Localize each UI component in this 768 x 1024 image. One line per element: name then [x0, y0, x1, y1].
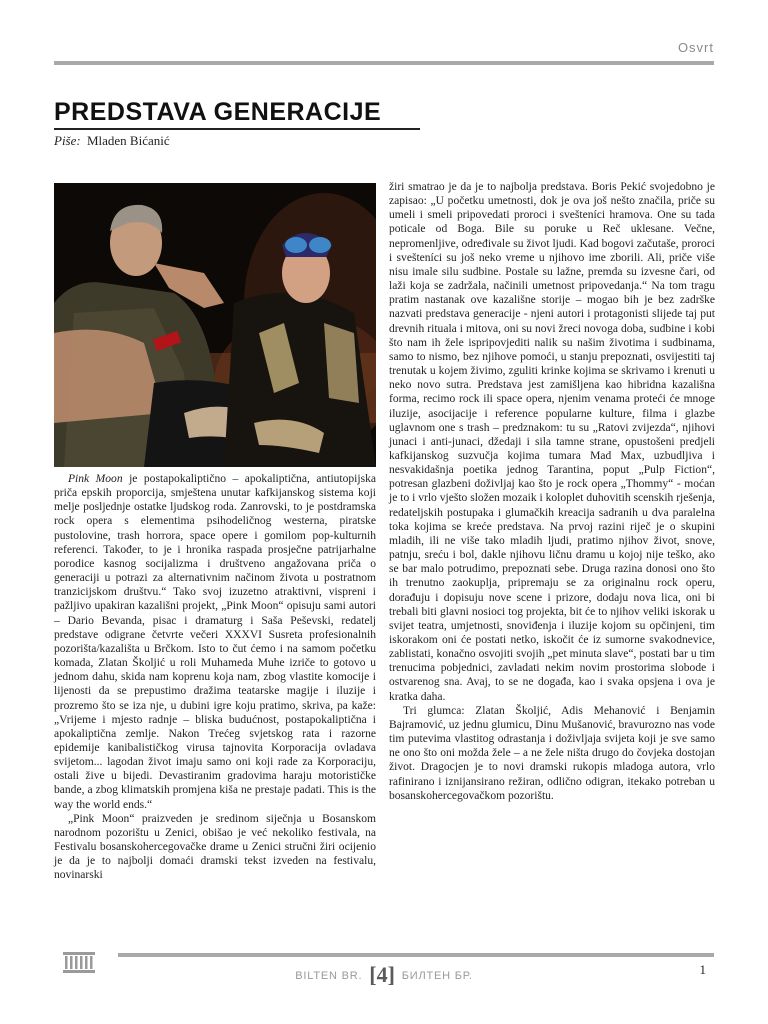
section-label: Osvrt	[677, 40, 714, 55]
paragraph: Tri glumca: Zlatan Školjić, Adis Mehanović i Benjamin Bajramović, uz jednu glumicu, Dinu Mušanović, bravurozno nas vode tim putevima vlastitog odrastanja i doživljaja svijeta koji je sve samo ne ono što oni možda žele – a ne žele ništa drugo do čovjeka dostojan život. Dragocjen je to novi dramski rukopis mladoga autora, vrlo rafinirano i iznijansirano režiran, odlično odigran, itekako potreban u bosanskohercegovačkom pozorištu.	[389, 704, 715, 802]
footer-rule	[118, 953, 714, 957]
footer-label-cyrillic: БИЛТЕН БР.	[401, 970, 473, 982]
title-underline	[54, 128, 420, 130]
byline-label: Piše:	[54, 133, 81, 148]
article-column-right	[389, 180, 715, 803]
header-rule	[54, 61, 714, 65]
page-number: 1	[699, 962, 706, 977]
byline-author: Mladen Bićanić	[86, 133, 170, 148]
paragraph	[54, 472, 376, 812]
footer-label-latin: BILTEN BR.	[295, 970, 363, 982]
paragraph-text: je postapokaliptično – apokaliptična, antiutopijska priča epskih proporcija, smještena unutar kafkijanskog sistema koji melje posljednje ostatke ljudskog roda. Zanrovski, to je postdramska rock opera s elementima psihodeličnog westerna, piratske pustolovine, trash horrora, space opere i gomilom pop-kulturnih referenci. Također, to je i hronika raspada prosječne patrijarhalne porodice kasnog socijalizma i društveno angažovana priča o generaciji u potrazi za alternativnim načinom života u postratnom tranzicijskom društvu.“ Tako svoj izuzetno atraktivni, vispreni i pažljivo upakiran kazališni projekt, „Pink Moon“ opisuju sami autori – Dario Bevanda, pisac i dramaturg i Saša Peševski, redatelj predstave odigrane četvrte večeri XXXVI Susreta profesionalnih pozorišta/kazališta u Brčkom. Isto to čut ćemo i na samom početku komada, Zlatan Školjić u roli Muhameda Muhe izriče to gotovo u jednom dahu, skida nam koprenu koja nam, zbog vlastite komocije i lijenosti da se prepustimo dražima teatarske magije i iluzije i prozremo što se iza nje, u dubini igre koju pratimo, skriva, pa kaže: „Vrijeme i mjesto radnje – bliska budućnost, postapokaliptična i apokaliptična zemlje. Nakon Trećeg svjetskog rata i razorne epidemije kanibalističkog virusa tajnovita Korporacija ovladava svijetom... lagodan život imaju samo oni koji rade za Korporaciju, ostali žive u bijedi. Devastiranim gradovima haraju motorističke bande, a zbog klimatskih promjena kiša ne prestaje padati. This is the way the world ends.“	[54, 473, 376, 811]
play-title: Pink Moon	[68, 473, 123, 485]
footer-bulletin	[0, 959, 768, 985]
article-column-left	[54, 472, 376, 883]
paragraph: žiri smatrao je da je to najbolja predstava. Boris Pekić svojedobno je zapisao: „U početku umetnosti, dok je ova još nešto značila, priče su umeli i smeli pripovedati proroci i svešteníci hramova. One su tada poticale od Boga. Bile su poruke u Reč uklesane. Večne, nepromenljive, određivale su život ljudi. Kad bogovi začutaše, proroci i svešteníci su još neko vreme u njihovo ime zborili. Ali, priče više nisu imale silu sudbine. Postale su lažne, premda su izvesne čari, od laži koja se zadržala, načinili umetnost pripovedanja.“ Na tom tragu pratim nastanak ove kazališne storije – mogao bih je bez zadrške nazvati predstava generacije - njeni autori i protagonisti slijede taj put drevnih rituala i mitova, oni su novi žreci novoga doba, sudbine i kobi što nam ih žele ispripovjediti nalik su našim životima i sudbinama, samo to nismo, bez njihove pomoći, u stanju prepoznati, osvijestiti taj trenutak u kojem živimo, zguliti krinke kojima se skrivamo i krenuti u neko novo sutra. Predstava jest zamišljena kao hibridna kazališna forma, recimo rock ili space opera, njenim venama proteći će mnoge iluzije, asocijacije i reference popularne kulture, filma i glazbe uglavnom one s trash – predznakom: tu su „Ratovi zvijezda“, njihovi junaci i anti-junaci, džedaji i sila tamne strane, opustošeni predjeli kafkijanskog suzvučja kojima tumara Mad Max, uzbudljiva i nesvakidašnja poetika jednog Tarantina, poput „Pulp Fiction“, potresan glazbeni doživljaj kao što je rock opera „Thommy“ - moćan je to i vrlo vješto složen mozaik i koloplet duhovitih scenskih rješenja, redateljskih postupaka i glumačkih kreacija sadranih u dva paralelna toka kojima se kreće predstava. Na prvoj razini riječ je o skupini mladih, ili ne više tako mladih ljudi, pratimo njihov život, snove, patnju, sreću i bol, dakle njihovu ličnu dramu u kojoj nije teško, ako se bar malo potrudimo, prepoznati sebe. Druga razina donosi ono što ih trenutno zaokuplja, pripremaju se za originalnu rock operu, dorađuju i dopisuju nove scene i prizore, dodaju nova lica, oni bi trebali biti glavni nosioci tog projekta, bit će to njihov veliki iskorak u svijet teatra, umjetnosti, snoviđenja i iluzije kojom su opčinjeni, tim iskorakom oni će postati netko, iskočit će iz sumorne svakodnevice, zablistati, konačno osvojiti svojih „pet minuta slave“, postati bar u tim trenucima pobjednici, zavladati nekim novim prostorima slobode i ostvarenog sna. Avaj, to se ne događa, kao i svaka opsjena i ova je kratka daha.	[389, 181, 715, 703]
issue-number: [4]	[369, 962, 395, 987]
performance-photo	[54, 183, 376, 467]
byline	[54, 133, 170, 149]
article-title: PREDSTAVA GENERACIJE	[54, 98, 382, 126]
paragraph: „Pink Moon“ praizveden je sredinom siječnja u Bosanskom narodnom pozorištu u Zenici, obišao je već nekoliko festivala, na Festivalu bosanskohercegovačke drame u Zenici stručni žiri ocijenio je da je to najbolji domaći dramski tekst izveden na festivalu, novinarski	[54, 812, 376, 882]
